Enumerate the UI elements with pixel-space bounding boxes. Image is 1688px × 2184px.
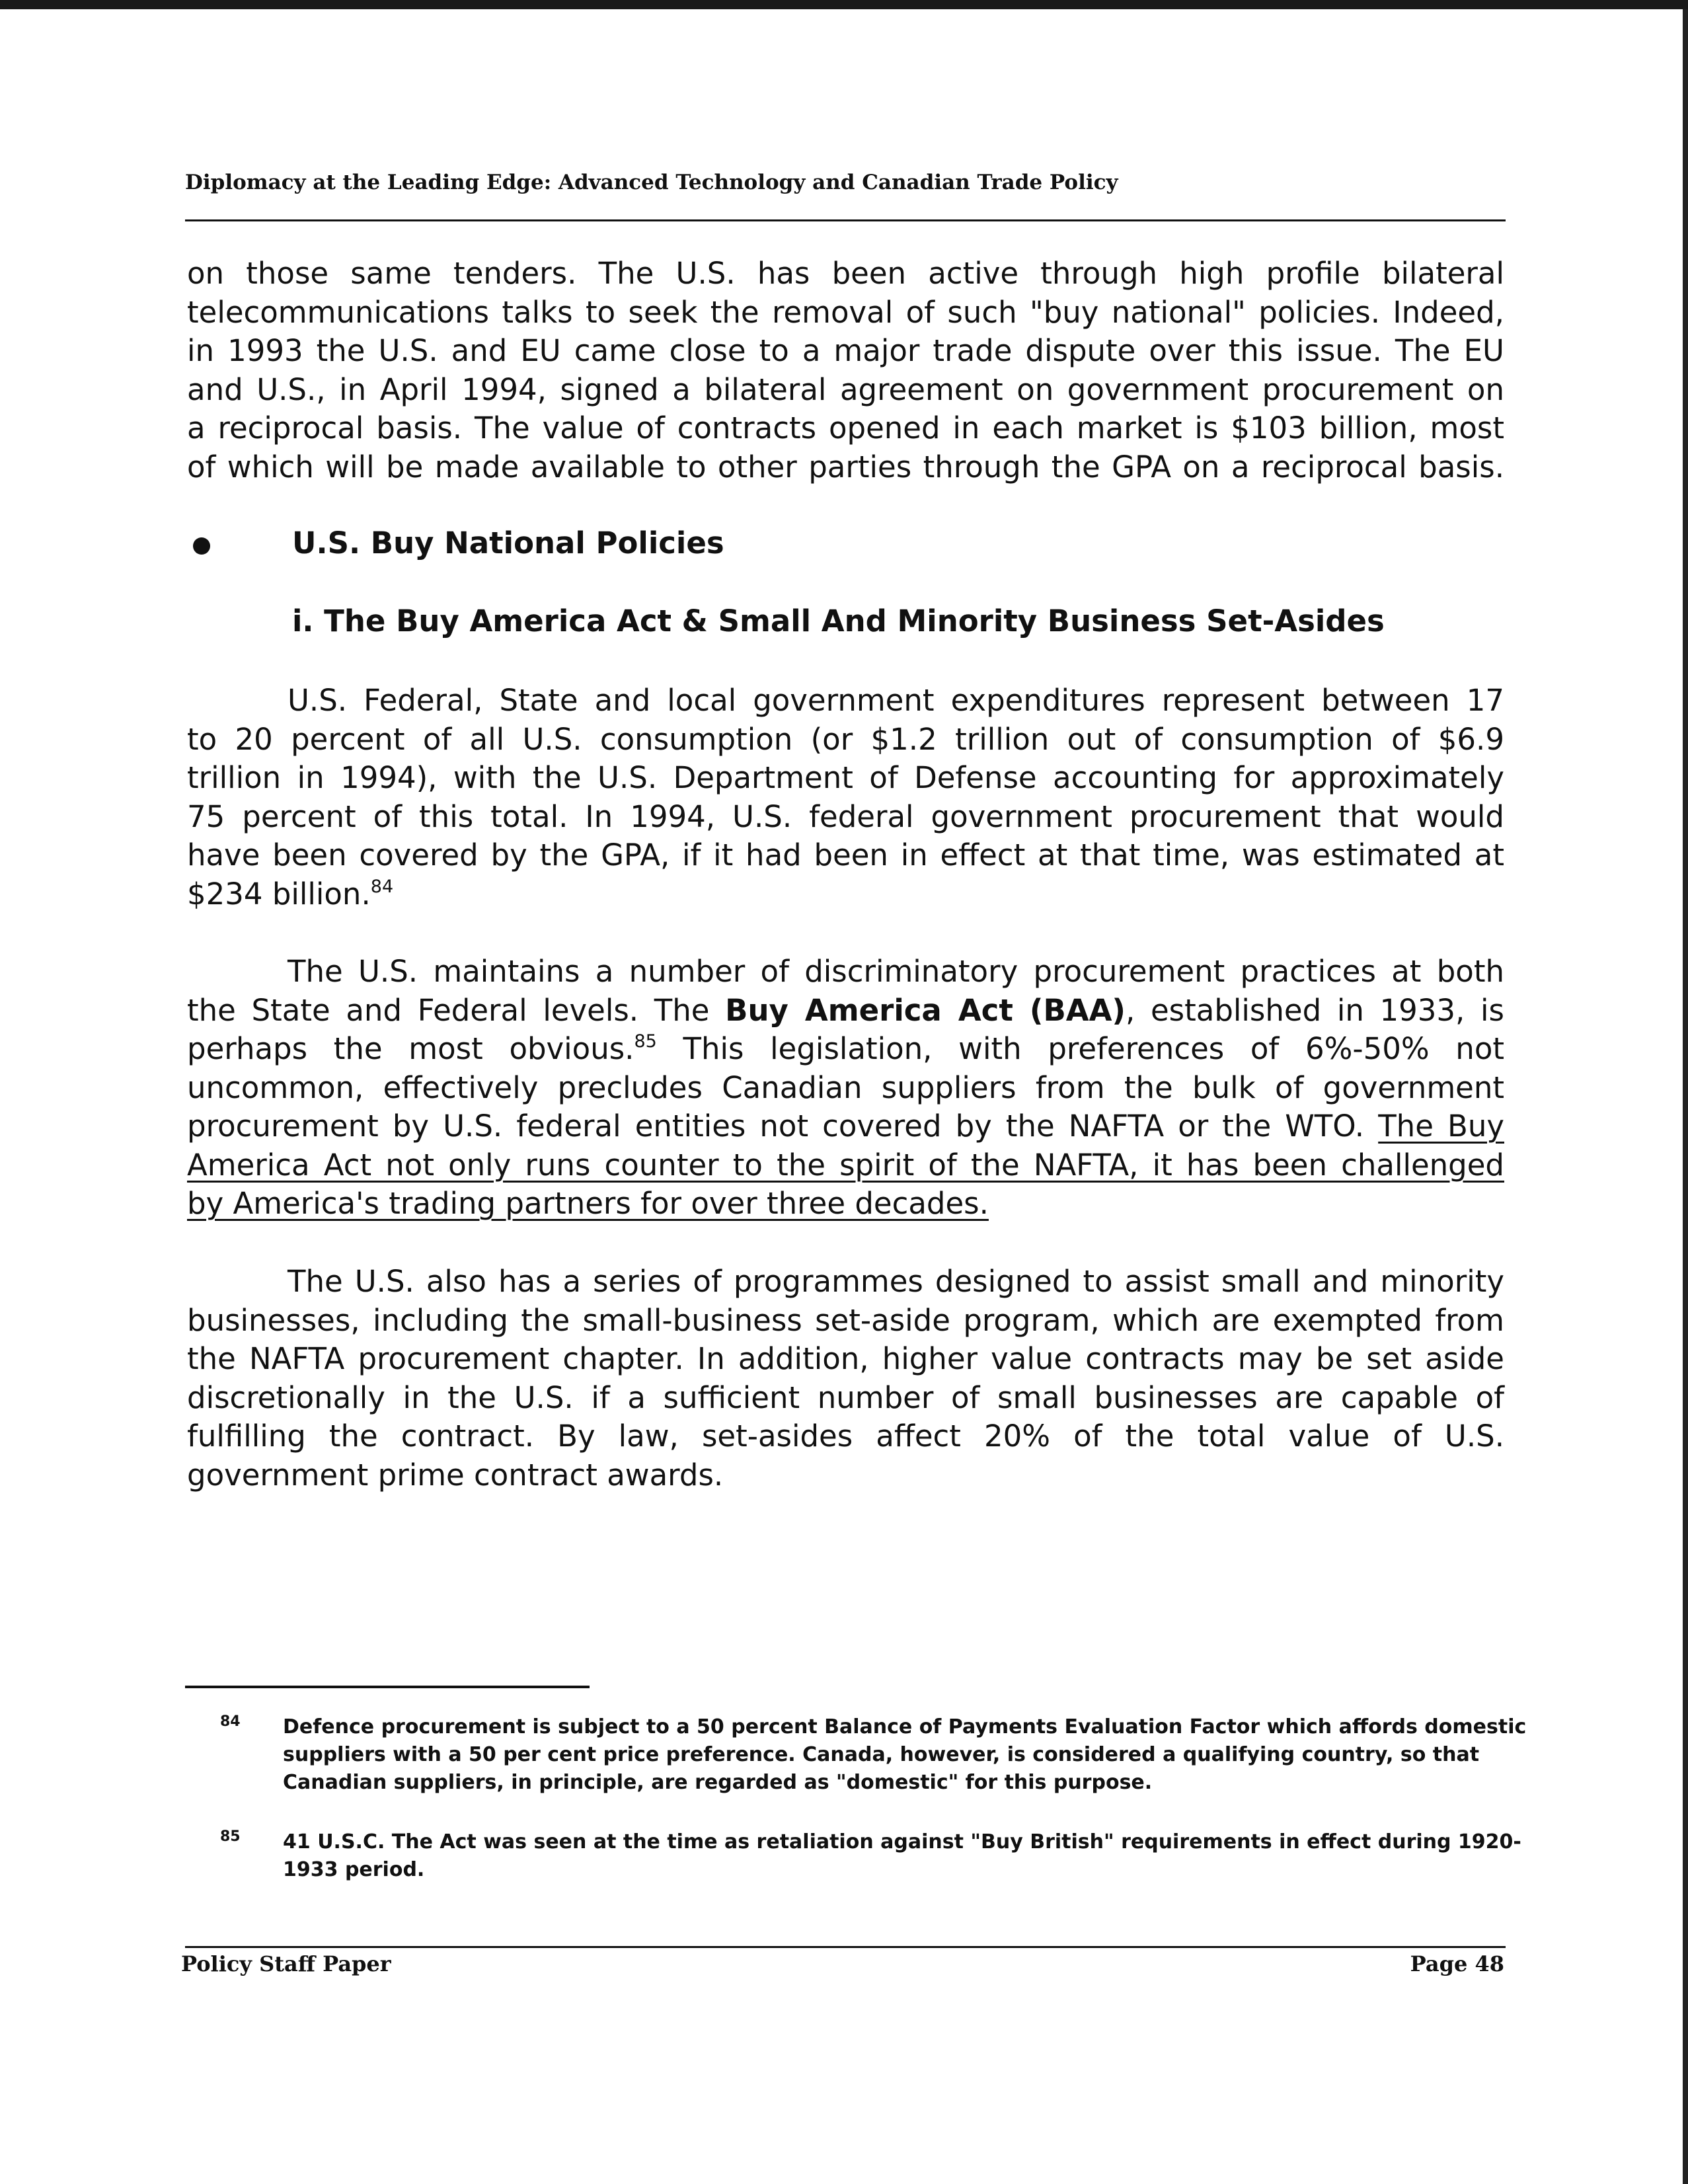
underlined-text: by America's trading partners for over three decades. — [187, 1186, 989, 1221]
text-line — [187, 1107, 1504, 1146]
text-span: perhaps the most obvious. — [187, 1031, 634, 1066]
text-line: have been covered by the GPA, if it had been in effect at that time, was estimated at — [187, 838, 1504, 873]
scan-border-top — [0, 0, 1688, 9]
text-line: fulfilling the contract. By law, set-asides affect 20% of the total value of U.S. — [187, 1419, 1504, 1454]
text-line: on those same tenders. The U.S. has been active through high profile bilateral — [187, 256, 1504, 291]
underlined-text: The Buy — [1378, 1109, 1504, 1144]
footnote-ref-84[interactable]: 84 — [370, 876, 394, 897]
text-line — [187, 992, 1504, 1031]
text-span: procurement by U.S. federal entities not covered by the NAFTA or the WTO. — [187, 1109, 1379, 1144]
text-line: a reciprocal basis. The value of contracts opened in each market is $103 billion, most — [187, 410, 1504, 446]
text-line — [187, 875, 1504, 914]
text-line: The U.S. maintains a number of discriminatory procurement practices at both — [288, 954, 1504, 989]
footnote-number: 84 — [220, 1713, 241, 1730]
underlined-line: America Act not only runs counter to the spirit of the NAFTA, it has been challenged — [187, 1147, 1504, 1183]
footnote-84 — [283, 1713, 1527, 1797]
bullet-icon — [193, 537, 210, 555]
text-line: discretionally in the U.S. if a sufficient number of small businesses are capable of — [187, 1380, 1504, 1415]
scan-border-right — [1683, 9, 1688, 2184]
text-line: telecommunications talks to seek the removal of such "buy national" policies. Indeed, — [187, 294, 1504, 330]
subsection-heading: i. The Buy America Act & Small And Minority Business Set-Asides — [292, 604, 1385, 639]
footnote-line: 41 U.S.C. The Act was seen at the time as retaliation against "Buy British" requirements in effect during 1920- — [283, 1830, 1521, 1853]
page-number: Page 48 — [1410, 1951, 1504, 1976]
text-span: the State and Federal levels. The — [187, 992, 726, 1028]
text-line: of which will be made available to other parties through the GPA on a reciprocal basis. — [187, 449, 1504, 485]
intro-paragraph — [187, 254, 1504, 487]
footnote-separator — [185, 1686, 590, 1688]
text-line — [187, 1030, 1504, 1069]
text-span: $234 billion. — [187, 876, 371, 912]
footnote-line: suppliers with a 50 per cent price preference. Canada, however, is considered a qualifying country, so that — [283, 1743, 1480, 1766]
bold-term: Buy America Act (BAA) — [725, 992, 1126, 1028]
section-heading: U.S. Buy National Policies — [292, 526, 724, 561]
text-span: , established in 1933, is — [1126, 992, 1504, 1028]
text-span: This legislation, with preferences of 6%-50% not — [656, 1031, 1504, 1066]
text-line — [187, 1185, 1504, 1224]
footnote-number: 85 — [220, 1828, 241, 1845]
text-line: The U.S. also has a series of programmes designed to assist small and minority — [288, 1264, 1504, 1299]
footnote-line: Defence procurement is subject to a 50 percent Balance of Payments Evaluation Factor which affords domestic — [283, 1715, 1527, 1738]
footnote-ref-85[interactable]: 85 — [634, 1031, 657, 1052]
footnote-line: 1933 period. — [283, 1858, 425, 1881]
text-line: the NAFTA procurement chapter. In addition, higher value contracts may be set aside — [187, 1341, 1504, 1376]
text-line: 75 percent of this total. In 1994, U.S. federal government procurement that would — [187, 799, 1504, 834]
footnote-85 — [283, 1828, 1521, 1884]
text-line: government prime contract awards. — [187, 1457, 724, 1493]
footnote-line: Canadian suppliers, in principle, are regarded as "domestic" for this purpose. — [283, 1771, 1153, 1794]
text-line: businesses, including the small-business set-aside program, which are exempted from — [187, 1302, 1504, 1338]
text-line: in 1993 the U.S. and EU came close to a major trade dispute over this issue. The EU — [187, 333, 1504, 368]
text-line: U.S. Federal, State and local government expenditures represent between 17 — [288, 683, 1504, 718]
running-header-title: Diplomacy at the Leading Edge: Advanced Technology and Canadian Trade Policy — [185, 171, 1118, 194]
text-line: uncommon, effectively precludes Canadian suppliers from the bulk of government — [187, 1070, 1504, 1105]
text-line: and U.S., in April 1994, signed a bilateral agreement on government procurement on — [187, 371, 1504, 407]
paragraph-set-asides — [187, 1263, 1504, 1495]
paragraph-buy-america — [187, 953, 1504, 1224]
text-line: trillion in 1994), with the U.S. Department of Defense accounting for approximately — [187, 760, 1504, 795]
footer-rule — [185, 1946, 1506, 1948]
paragraph-expenditures — [187, 682, 1504, 914]
header-rule — [185, 219, 1506, 221]
text-line: to 20 percent of all U.S. consumption (or $1.2 trillion out of consumption of $6.9 — [187, 721, 1504, 757]
footer-publication: Policy Staff Paper — [181, 1951, 391, 1976]
